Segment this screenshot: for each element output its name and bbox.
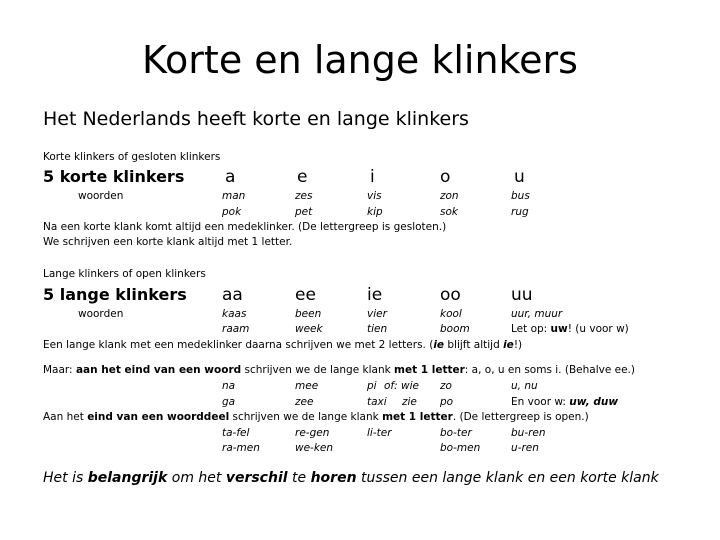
open-example: li-ter bbox=[367, 427, 392, 439]
long-heading: Lange klinkers of open klinkers bbox=[43, 268, 206, 280]
open-example: na bbox=[222, 380, 236, 392]
long-example: boom bbox=[440, 323, 470, 335]
slide-title: Korte en lange klinkers bbox=[142, 38, 578, 82]
open-example: taxi bbox=[367, 396, 387, 408]
short-words-label: woorden bbox=[78, 190, 124, 202]
long-example: raam bbox=[222, 323, 250, 335]
short-vowel-o: o bbox=[440, 167, 451, 187]
short-example: man bbox=[222, 190, 246, 202]
open-example: bo-ter bbox=[440, 427, 472, 439]
long-example: tien bbox=[367, 323, 388, 335]
slide-subtitle: Het Nederlands heeft korte en lange klinkers bbox=[43, 108, 469, 130]
open-example: we-ken bbox=[295, 442, 334, 454]
short-vowel-a: a bbox=[225, 167, 236, 187]
open-example: zo bbox=[440, 380, 452, 392]
long-vowel-ee: ee bbox=[295, 285, 316, 305]
long-words-label: woorden bbox=[78, 308, 124, 320]
short-vowel-i: i bbox=[370, 167, 375, 187]
long-vowel-aa: aa bbox=[222, 285, 243, 305]
open-example: zee bbox=[295, 396, 314, 408]
open-example: of: wie bbox=[384, 380, 419, 392]
open-example: ta-fel bbox=[222, 427, 250, 439]
short-example: zes bbox=[295, 190, 313, 202]
long-uw-note: Let op: uw! (u voor w) bbox=[511, 323, 629, 335]
short-label: 5 korte klinkers bbox=[43, 167, 185, 186]
short-example: bus bbox=[511, 190, 530, 202]
long-example: been bbox=[295, 308, 322, 320]
open-rule-2: Aan het eind van een woorddeel schrijven we de lange klank met 1 letter. (De lettergreep is open.) bbox=[43, 411, 589, 423]
short-example: kip bbox=[367, 206, 383, 218]
open-rule-1: Maar: aan het eind van een woord schrijven we de lange klank met 1 letter: a, o, u en soms i. (Behalve ee.) bbox=[43, 364, 635, 376]
open-example: mee bbox=[295, 380, 319, 392]
long-vowel-oo: oo bbox=[440, 285, 461, 305]
short-note-2: We schrijven een korte klank altijd met 1 letter. bbox=[43, 236, 293, 248]
open-example: u, nu bbox=[511, 380, 538, 392]
short-example: rug bbox=[511, 206, 529, 218]
long-example: uur, muur bbox=[511, 308, 563, 320]
open-example: ra-men bbox=[222, 442, 260, 454]
open-example: pi bbox=[367, 380, 377, 392]
long-example: kool bbox=[440, 308, 462, 320]
long-example: week bbox=[295, 323, 323, 335]
long-vowel-ie: ie bbox=[367, 285, 383, 305]
short-note-1: Na een korte klank komt altijd een medeklinker. (De lettergreep is gesloten.) bbox=[43, 221, 447, 233]
long-example: vier bbox=[367, 308, 387, 320]
long-example: kaas bbox=[222, 308, 247, 320]
short-example: pet bbox=[295, 206, 313, 218]
long-note: Een lange klank met een medeklinker daarna schrijven we met 2 letters. (ie blijft altijd ie!) bbox=[43, 339, 523, 351]
short-heading: Korte klinkers of gesloten klinkers bbox=[43, 151, 221, 163]
open-example: po bbox=[440, 396, 454, 408]
open-example: zie bbox=[402, 396, 417, 408]
short-vowel-u: u bbox=[514, 167, 525, 187]
open-uw-note: En voor w: uw, duw bbox=[511, 396, 619, 408]
open-example: bo-men bbox=[440, 442, 481, 454]
open-example: re-gen bbox=[295, 427, 330, 439]
long-label: 5 lange klinkers bbox=[43, 285, 187, 304]
open-example: u-ren bbox=[511, 442, 539, 454]
open-example: ga bbox=[222, 396, 236, 408]
short-example: sok bbox=[440, 206, 458, 218]
short-example: pok bbox=[222, 206, 242, 218]
closing-statement: Het is belangrijk om het verschil te horen tussen een lange klank en een korte klank bbox=[43, 470, 659, 486]
open-example: bu-ren bbox=[511, 427, 546, 439]
short-example: vis bbox=[367, 190, 382, 202]
short-vowel-e: e bbox=[297, 167, 308, 187]
short-example: zon bbox=[440, 190, 459, 202]
long-vowel-uu: uu bbox=[511, 285, 533, 305]
